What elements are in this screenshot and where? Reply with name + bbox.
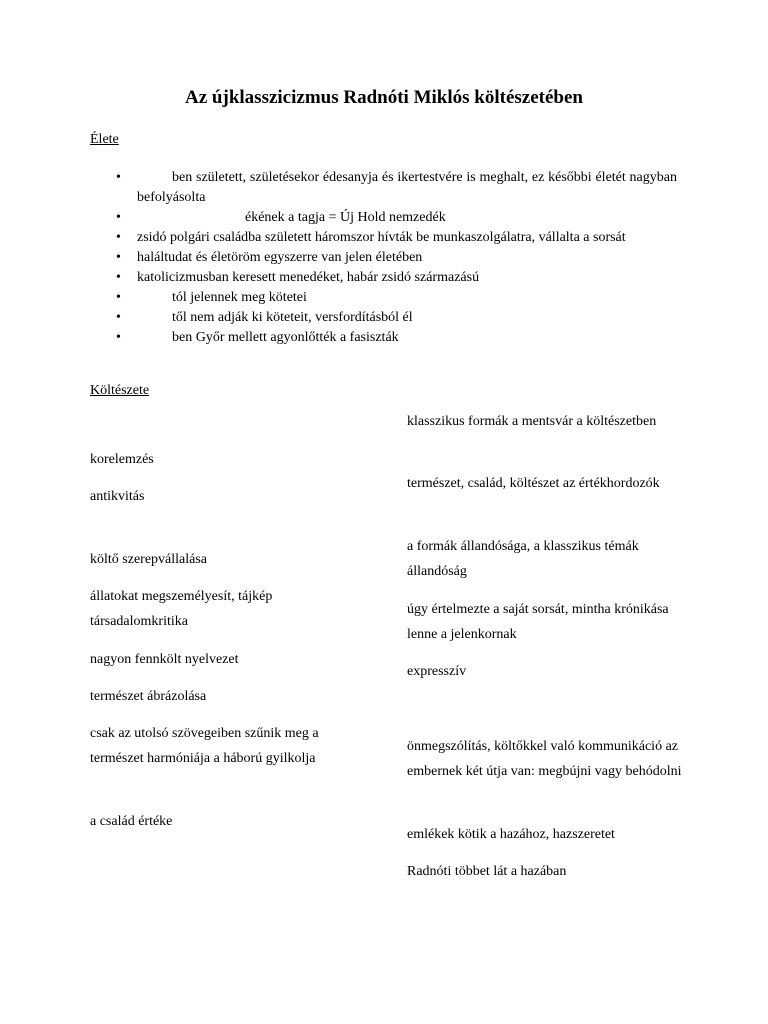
document-title: Az újklasszicizmus Radnóti Miklós költészetében <box>185 87 583 108</box>
list-item <box>90 308 677 328</box>
list-item <box>90 208 677 228</box>
list-item-text: katolicizmusban keresett menedéket, habár zsidó származású <box>137 270 480 285</box>
list-item-text: haláltudat és életöröm egyszerre van jelen életében <box>137 250 423 265</box>
poetry-right-item: úgy értelmezte a saját sorsát, mintha krónikása lenne a jelenkornak <box>407 602 669 642</box>
poetry-right-item: természet, család, költészet az értékhordozók <box>407 476 660 491</box>
poetry-left-item: korelemzés <box>90 452 154 467</box>
list-item-text: ben született, születésekor édesanyja és ikertestvére is meghalt, ez későbbi életét nagyban befolyásolta <box>137 170 677 205</box>
poetry-right-item: expresszív <box>407 664 467 679</box>
list-item <box>90 168 677 208</box>
poetry-left-item: költő szerepvállalása <box>90 552 208 567</box>
poetry-left-item: állatokat megszemélyesít, tájkép társadalomkritika <box>90 589 273 629</box>
list-item <box>90 228 677 248</box>
list-item <box>90 248 677 268</box>
list-item-text: ékének a tagja = Új Hold nemzedék <box>245 210 446 225</box>
poetry-left-item: nagyon fennkölt nyelvezet <box>90 652 239 667</box>
poetry-right-item: klasszikus formák a mentsvár a költészetben <box>407 414 657 429</box>
poetry-left-item: csak az utolsó szövegeiben szűnik meg a természet harmóniája a háború gyilkolja <box>90 726 319 766</box>
section-heading-life: Élete <box>90 132 119 147</box>
list-item <box>90 328 677 348</box>
list-item <box>90 268 677 288</box>
list-item-text: től nem adják ki köteteit, versfordításból él <box>172 310 413 325</box>
life-bullet-list <box>90 168 677 348</box>
list-item-text: tól jelennek meg kötetei <box>172 290 307 305</box>
poetry-right-item: emlékek kötik a hazához, hazszeretet <box>407 827 615 842</box>
list-item-text: zsidó polgári családba született háromszor hívták be munkaszolgálatra, vállalta a sorsát <box>137 230 626 245</box>
list-item-text: ben Győr mellett agyonlőtték a fasiszták <box>172 330 399 345</box>
list-item <box>90 288 677 308</box>
poetry-left-item: antikvitás <box>90 489 145 504</box>
section-heading-poetry: Költészete <box>90 383 150 398</box>
poetry-left-item: a család értéke <box>90 814 173 829</box>
poetry-left-item: természet ábrázolása <box>90 689 207 704</box>
poetry-right-item: önmegszólítás, költőkkel való kommunikáció az embernek két útja van: megbújni vagy behódolni <box>407 739 682 779</box>
poetry-right-item: Radnóti többet lát a hazában <box>407 864 567 879</box>
poetry-right-item: a formák állandósága, a klasszikus témák állandóság <box>407 539 639 579</box>
